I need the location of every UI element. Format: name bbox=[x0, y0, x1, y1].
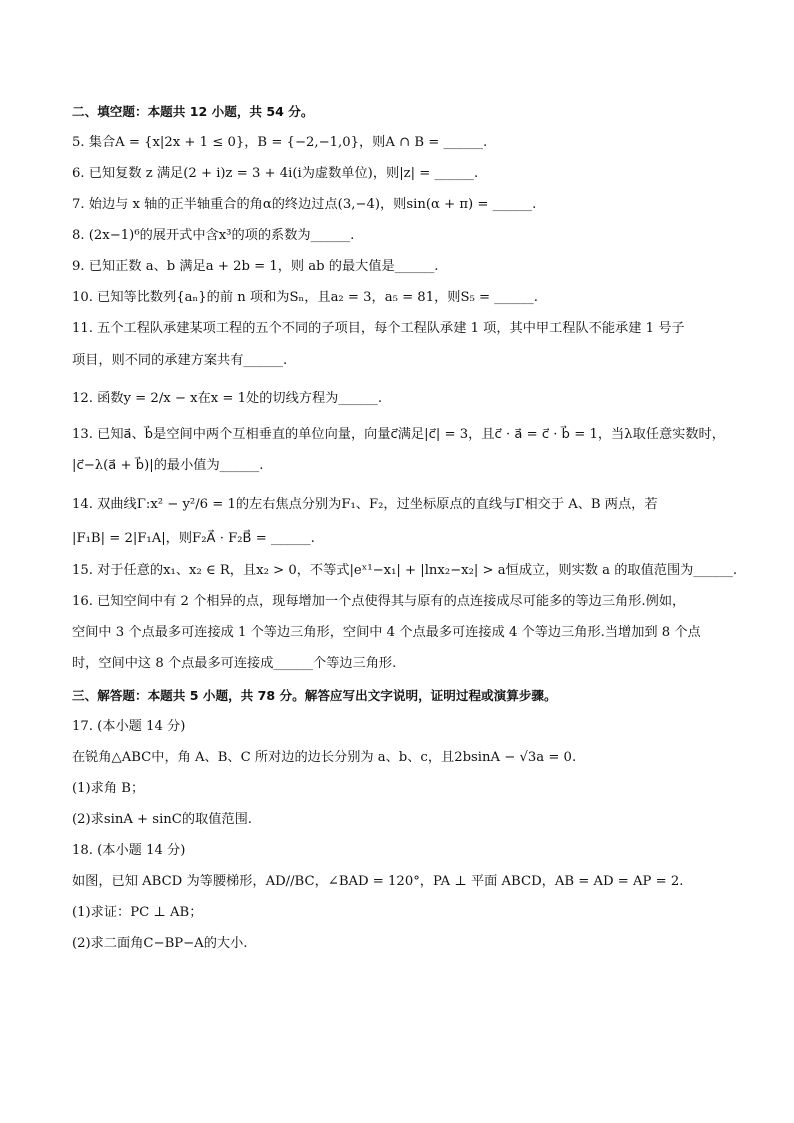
question-7: 7. 始边与 x 轴的正半轴重合的角α的终边过点(3,−4)，则sin(α + π) = ______. bbox=[72, 197, 537, 212]
question-11-line-1: 11. 五个工程队承建某项工程的五个不同的子项目，每个工程队承建 1 项，其中甲工程队不能承建 1 号子 bbox=[72, 321, 685, 336]
question-8: 8. (2x−1)⁶的展开式中含x³的项的系数为______. bbox=[72, 228, 355, 243]
question-18-part-2: (2)求二面角C−BP−A的大小. bbox=[72, 936, 248, 951]
question-13-line-2: |c⃗−λ(a⃗ + b⃗)|的最小值为______. bbox=[72, 458, 264, 473]
question-12: 12. 函数y = 2/x − x在x = 1处的切线方程为______. bbox=[72, 391, 383, 406]
question-6: 6. 已知复数 z 满足(2 + i)z = 3 + 4i(i为虚数单位)，则|z| = ______. bbox=[72, 166, 479, 181]
question-16-line-1: 16. 已知空间中有 2 个相异的点，现每增加一个点使得其与原有的点连接成尽可能多的等边三角形.例如， bbox=[72, 594, 686, 609]
question-14-line-2: |F₁B| = 2|F₁A|，则F₂A⃗ · F₂B⃗ = ______. bbox=[72, 531, 315, 546]
question-18-stem: 如图，已知 ABCD 为等腰梯形，AD//BC，∠BAD = 120°，PA ⊥ 平面 ABCD，AB = AD = AP = 2. bbox=[72, 874, 684, 889]
question-18-header: 18. (本小题 14 分) bbox=[72, 843, 186, 858]
question-18-part-1: (1)求证：PC ⊥ AB； bbox=[72, 905, 203, 920]
question-10: 10. 已知等比数列{aₙ}的前 n 项和为Sₙ，且a₂ = 3，a₅ = 81，则S₅ = ______. bbox=[72, 290, 538, 305]
question-16-line-3: 时，空间中这 8 个点最多可连接成______个等边三角形. bbox=[72, 656, 397, 671]
question-16-line-2: 空间中 3 个点最多可连接成 1 个等边三角形，空间中 4 个点最多可连接成 4 个等边三角形.当增加到 8 个点 bbox=[72, 625, 701, 640]
question-9: 9. 已知正数 a、b 满足a + 2b = 1，则 ab 的最大值是______. bbox=[72, 259, 439, 274]
fill-in-section-heading: 二、填空题：本题共 12 小题，共 54 分。 bbox=[72, 104, 314, 119]
question-15: 15. 对于任意的x₁、x₂ ∈ R，且x₂ > 0，不等式|eˣ¹−x₁| + |lnx₂−x₂| > a恒成立，则实数 a 的取值范围为______. bbox=[72, 563, 738, 578]
question-13-line-1: 13. 已知a⃗、b⃗是空间中两个互相垂直的单位向量，向量c⃗满足|c⃗| = 3，且c⃗ · a⃗ = c⃗ · b⃗ = 1，当λ取任意实数时， bbox=[72, 427, 725, 442]
question-17-header: 17. (本小题 14 分) bbox=[72, 719, 186, 734]
question-5: 5. 集合A = {x|2x + 1 ≤ 0}，B = {−2,−1,0}，则A ∩ B = ______. bbox=[72, 135, 488, 150]
question-17-part-2: (2)求sinA + sinC的取值范围. bbox=[72, 812, 253, 827]
question-17-part-1: (1)求角 B； bbox=[72, 781, 145, 796]
question-14-line-1: 14. 双曲线Γ:x² − y²/6 = 1的左右焦点分别为F₁、F₂，过坐标原点的直线与Γ相交于 A、B 两点，若 bbox=[72, 497, 658, 512]
solve-section-heading: 三、解答题：本题共 5 小题，共 78 分。解答应写出文字说明，证明过程或演算步骤。 bbox=[72, 688, 557, 703]
question-17-stem: 在锐角△ABC中，角 A、B、C 所对边的边长分别为 a、b、c，且2bsinA − √3a = 0. bbox=[72, 750, 577, 765]
question-11-line-2: 项目，则不同的承建方案共有______. bbox=[72, 353, 288, 368]
